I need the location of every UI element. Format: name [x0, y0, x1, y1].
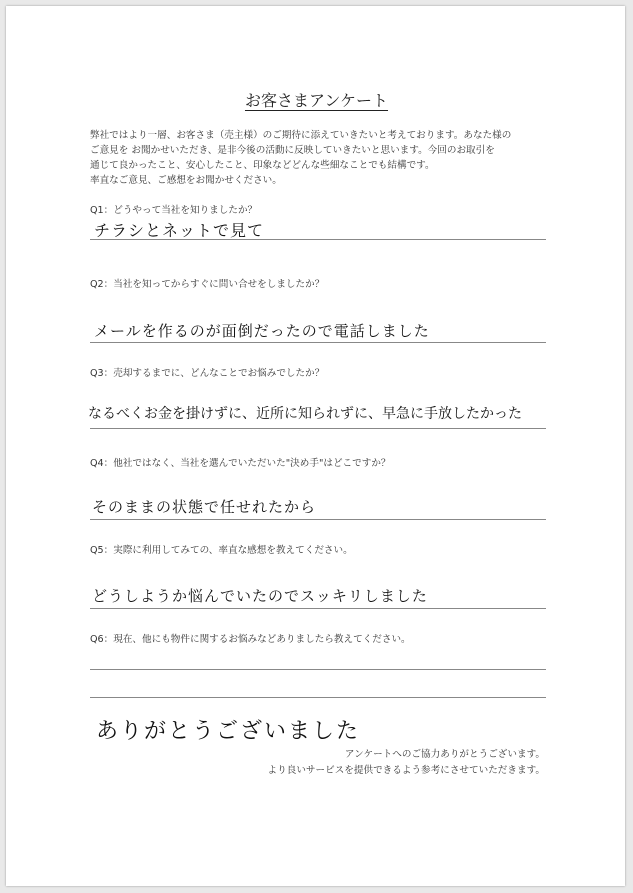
answer-4-handwritten: そのままの状態で任せれたから: [92, 498, 317, 516]
question-3-label: Q3：売却するまでに、どんなことでお悩みでしたか？: [90, 368, 325, 379]
answer-5-handwritten: どうしようか悩んでいたのでスッキリしました: [92, 587, 428, 605]
answer-5-line: [90, 608, 546, 609]
answer-3-handwritten: なるべくお金を掛けずに、近所に知られずに、早急に手放したかった: [88, 406, 522, 422]
intro-line: 通じて良かったこと、安心したこと、印象などどんな些細なことでも結構です。: [90, 160, 435, 171]
answer-3-line: [90, 428, 546, 429]
question-6-label: Q6：現在、他にも物件に関するお悩みなどありましたら教えてください。: [90, 634, 411, 645]
thanks-line-1: アンケートへのご協力ありがとうございます。: [344, 749, 545, 760]
thanks-line-2: より良いサービスを提供できるよう参考にさせていただきます。: [267, 765, 545, 776]
answer-2-handwritten: メールを作るのが面倒だったので電話しました: [94, 322, 430, 340]
intro-line: ご意見を お聞かせいただき、是非今後の活動に反映していきたいと思います。今回のお取引を: [90, 145, 495, 156]
answer-2-line: [90, 342, 546, 343]
answer-6-line-1: [90, 669, 546, 670]
answer-4-line: [90, 519, 546, 520]
answer-1-handwritten: チラシとネットで見て: [94, 221, 265, 240]
question-4-label: Q4：他社ではなく、当社を選んでいただいた"決め手"はどこですか？: [90, 458, 391, 469]
question-5-label: Q5：実際に利用してみての、率直な感想を教えてください。: [90, 545, 353, 556]
intro-text: [90, 128, 560, 188]
closing-handwritten-note: ありがとうございました: [96, 719, 361, 744]
survey-title: お客さまアンケート: [244, 91, 389, 110]
question-2-label: Q2：当社を知ってからすぐに問い合せをしましたか？: [90, 279, 325, 290]
answer-6-line-2: [90, 697, 546, 698]
question-1-label: Q1：どうやって当社を知りましたか？: [90, 205, 258, 216]
intro-line: 弊社ではより一層、お客さま（売主様）のご期待に添えていきたいと考えております。あなた様の: [90, 130, 512, 141]
answer-1-line: [90, 239, 546, 240]
intro-line: 率直なご意見、ご感想をお聞かせください。: [90, 175, 282, 186]
